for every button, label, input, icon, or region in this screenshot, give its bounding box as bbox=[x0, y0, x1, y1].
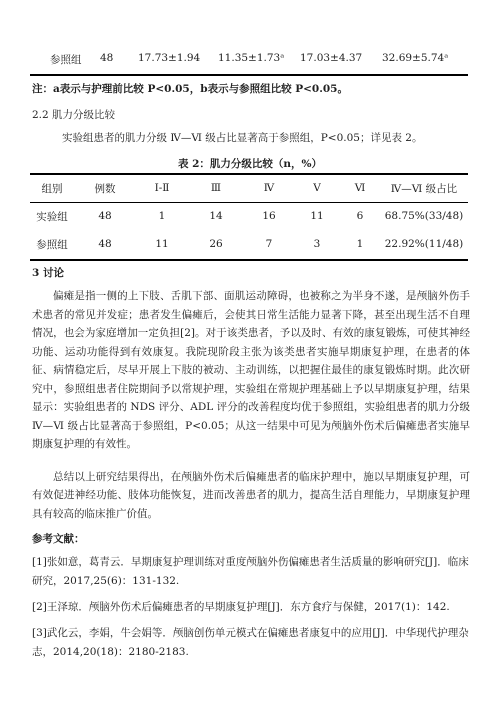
reference-item: [2]王泽琼．颅脑外伤术后偏瘫患者的早期康复护理[J]．东方食疗与保健，2017(1)：142. bbox=[32, 601, 450, 613]
section-heading: 3 讨论 bbox=[32, 267, 64, 279]
table2-cell: 1 bbox=[356, 238, 364, 250]
references-title: 参考文献： bbox=[32, 533, 85, 545]
table2-cell: 1 bbox=[158, 210, 166, 222]
paragraph: 总结以上研究结果得出，在颅脑外伤术后偏瘫患者的临床护理中，施以早期康复护理，可有效促进神经功能、肢体功能恢复，进而改善患者的肌力，提高生活自理能力，早期康复护理具有较高的临床推广价值。 bbox=[32, 470, 470, 520]
table2-header-cell: Ⅵ bbox=[354, 182, 366, 194]
table2-cell: 26 bbox=[209, 238, 223, 250]
table2-header-cell: Ⅰ-Ⅱ bbox=[154, 182, 170, 194]
table2-cell: 48 bbox=[98, 210, 112, 222]
table2-cell: 7 bbox=[265, 238, 273, 250]
table2 bbox=[30, 174, 468, 202]
table1-value-cell: 17.03±4.37 bbox=[300, 52, 363, 64]
table2-cell: 68.75%(33/48) bbox=[384, 210, 464, 222]
table1-value-cell: 11.35±1.73ᵃ bbox=[218, 52, 285, 64]
table2-cell: 48 bbox=[98, 238, 112, 250]
table1-value-cell: 17.73±1.94 bbox=[138, 52, 201, 64]
table1-value-cell: 32.69±5.74ᵃ bbox=[382, 52, 449, 64]
table-row bbox=[30, 202, 468, 230]
table2-cell: 16 bbox=[262, 210, 276, 222]
table2-caption: 表 2：肌力分级比较（n，%） bbox=[177, 158, 323, 170]
table2-cell: 参照组 bbox=[36, 238, 68, 251]
table2-header-cell: 例数 bbox=[94, 182, 116, 195]
table2-header-cell: 组别 bbox=[41, 182, 63, 195]
table2-cell: 3 bbox=[313, 238, 321, 250]
table-row bbox=[30, 230, 468, 258]
table2-header-cell: Ⅳ—Ⅵ 级占比 bbox=[390, 182, 458, 195]
section-heading: 2.2 肌力分级比较 bbox=[32, 109, 116, 121]
table2-cell: 11 bbox=[155, 238, 169, 250]
table2-cell: 22.92%(11/48) bbox=[384, 238, 464, 250]
table2-cell: 11 bbox=[310, 210, 324, 222]
discussion-body bbox=[32, 287, 470, 523]
table2-header-cell: Ⅳ bbox=[263, 182, 275, 194]
table1-note: 注：a表示与护理前比较 P<0.05，b表示与参照组比较 P<0.05。 bbox=[32, 83, 348, 95]
reference-item: [3]武化云，李娟，牛会娟等．颅脑创伤单元模式在偏瘫患者康复中的应用[J]．中华现代护理杂志，2014,20(18)：2180-2183. bbox=[32, 627, 469, 658]
table1-group-cell: 参照组 bbox=[50, 54, 82, 66]
table2-header-row bbox=[30, 174, 468, 202]
table2-header-cell: Ⅲ bbox=[210, 182, 222, 194]
paragraph: 实验组患者的肌力分级 Ⅳ—Ⅵ 级占比显著高于参照组，P<0.05；详见表 2。 bbox=[62, 132, 423, 144]
table1-n-cell: 48 bbox=[100, 52, 114, 64]
table2-header-cell: Ⅴ bbox=[313, 182, 321, 194]
table1-bottom-rule bbox=[30, 74, 468, 76]
table2-cell: 14 bbox=[209, 210, 223, 222]
table2-cell: 6 bbox=[356, 210, 364, 222]
table2-cell: 实验组 bbox=[36, 210, 68, 223]
table2-bottom-rule bbox=[30, 259, 468, 261]
paragraph: 偏瘫是指一侧的上下肢、舌肌下部、面肌运动障碍，也被称之为半身不遂，是颅脑外伤手术患者的常见并发症；患者发生偏瘫后，会使其日常生活能力显著下降，甚至出现生活不自理情况，也会为家庭增加一定负担[2]。对于该类患者，予以及时、有效的康复锻炼，可使其神经功能、运动功能得到有效康复。我院现阶段主张为该类患者实施早期康复护理，在患者的体征、病情稳定后，尽早开展上下肢的被动、主动训练，以把握住最佳的康复锻炼时期。此次研究中，参照组患者住院期间予以常规护理，实验组在常规护理基础上予以早期康复护理，结果显示：实验组患者的 NDS 评分、ADL 评分的改善程度均优于参照组，实验组患者的肌力分级 Ⅳ—Ⅵ 级占比显著高于参照组，P<0.05；从这一结果中可见为颅脑外伤术后偏瘫患者实施早期康复护理的有效性。 bbox=[32, 290, 470, 450]
table2-body bbox=[30, 202, 468, 258]
reference-item: [1]张如意，葛青云．早期康复护理训练对重度颅脑外伤偏瘫患者生活质量的影响研究[J]．临床研究，2017,25(6)：131-132. bbox=[32, 556, 469, 587]
